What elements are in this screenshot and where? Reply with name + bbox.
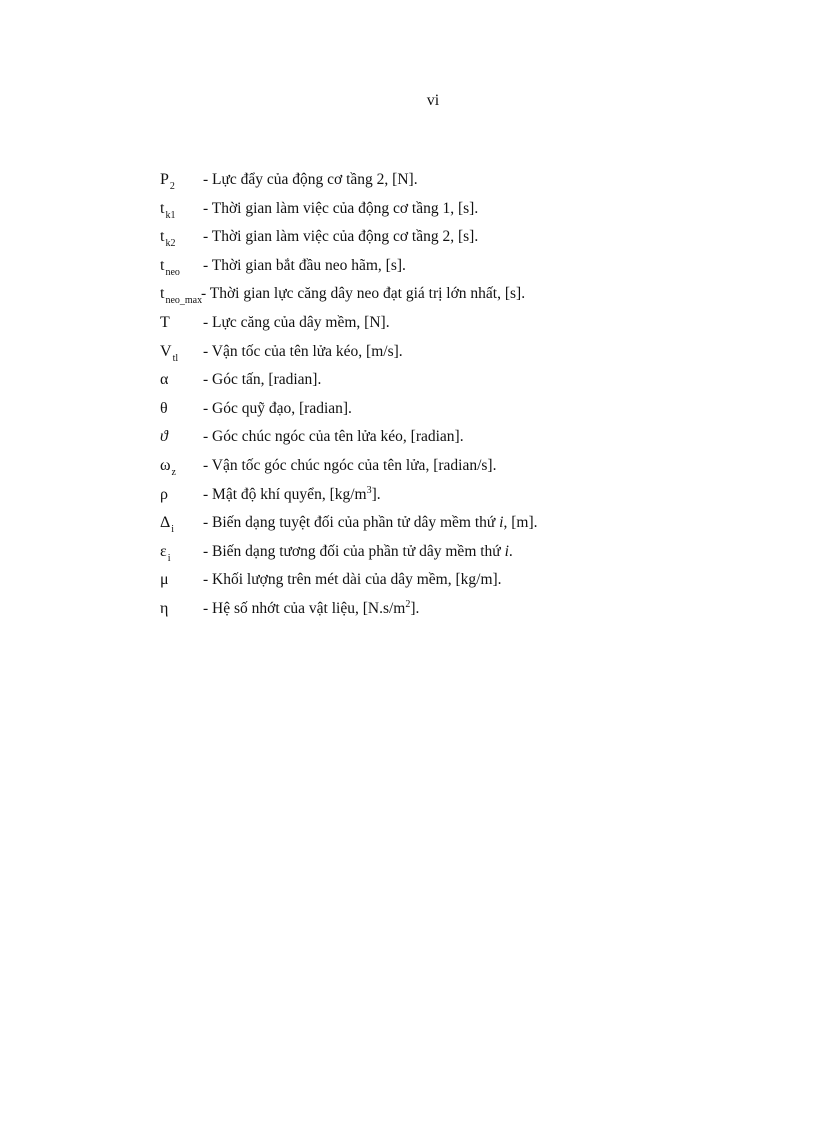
symbol: $\omega_z$ (160, 456, 176, 478)
symbol: θ (160, 399, 168, 417)
symbol-description: - Thời gian làm việc của động cơ tầng 2, [s]. (203, 228, 479, 246)
symbol-row-epsilon-i (160, 540, 760, 569)
symbol-description: - Góc tấn, [radian]. (203, 371, 322, 389)
page-number: vi (426, 92, 440, 109)
symbol-description: - Biến dạng tương đối của phần tử dây mềm thứ i. (203, 542, 513, 560)
symbol-description: - Mật độ khí quyển, $[kg/m^3]$. (203, 484, 381, 503)
symbol-row-rho (160, 483, 760, 512)
symbol: $t_{k2}$ (160, 228, 176, 250)
symbol: ρ (160, 485, 168, 503)
symbol-row-vartheta (160, 425, 760, 454)
symbol-row-p2 (160, 168, 760, 197)
symbol: η (160, 599, 169, 617)
symbol-row-tneo-max (160, 282, 760, 311)
symbol: $t_{neo\_max}$ (160, 285, 203, 307)
symbol: $\Delta_i$ (160, 514, 175, 536)
symbol-description: - Góc quỹ đạo, [radian]. (203, 399, 352, 417)
symbol-row-alpha (160, 368, 760, 397)
symbol: $t_{neo}$ (160, 256, 180, 278)
symbol-row-tk2 (160, 225, 760, 254)
symbol: $P_2$ (160, 171, 175, 192)
symbol-description: - Thời gian lực căng dây neo đạt giá trị lớn nhất, [s]. (201, 285, 526, 303)
symbol-row-tk1 (160, 197, 760, 226)
symbol-row-tneo (160, 254, 760, 283)
symbol-description: - Biến dạng tuyệt đối của phần tử dây mềm thứ i, [m]. (203, 514, 538, 532)
symbol-list (160, 168, 760, 626)
symbol: ϑ (160, 428, 168, 446)
symbol-row-omega-z (160, 454, 760, 483)
symbol-description: - Hệ số nhớt của vật liệu, $[N.s/m^2]$. (203, 598, 420, 617)
symbol-row-eta (160, 597, 760, 626)
symbol-description: - Vận tốc của tên lửa kéo, [m/s]. (203, 342, 403, 360)
symbol: $\varepsilon_i$ (160, 542, 171, 564)
symbol-row-t (160, 311, 760, 340)
symbol-description: - Thời gian bắt đầu neo hãm, [s]. (203, 256, 406, 274)
symbol-description: - Khối lượng trên mét dài của dây mềm, [kg/m]. (203, 571, 502, 589)
symbol: α (160, 371, 169, 389)
symbol-description: - Lực đẩy của động cơ tầng 2, [N]. (203, 171, 418, 188)
symbol-row-theta (160, 397, 760, 426)
symbol: T (160, 313, 170, 331)
symbol-description: - Vận tốc góc chúc ngóc của tên lửa, [radian/s]. (203, 456, 497, 474)
symbol: $t_{k1}$ (160, 199, 176, 221)
symbol-row-mu (160, 568, 760, 597)
symbol-description: - Thời gian làm việc của động cơ tầng 1, [s]. (203, 199, 479, 217)
symbol-row-vtl (160, 340, 760, 369)
symbol-description: - Góc chúc ngóc của tên lửa kéo, [radian]. (203, 428, 464, 446)
symbol: $V_{tl}$ (160, 342, 179, 364)
symbol-row-delta-i (160, 511, 760, 540)
symbol: μ (160, 571, 169, 589)
symbol-description: - Lực căng của dây mềm, [N]. (203, 313, 390, 331)
